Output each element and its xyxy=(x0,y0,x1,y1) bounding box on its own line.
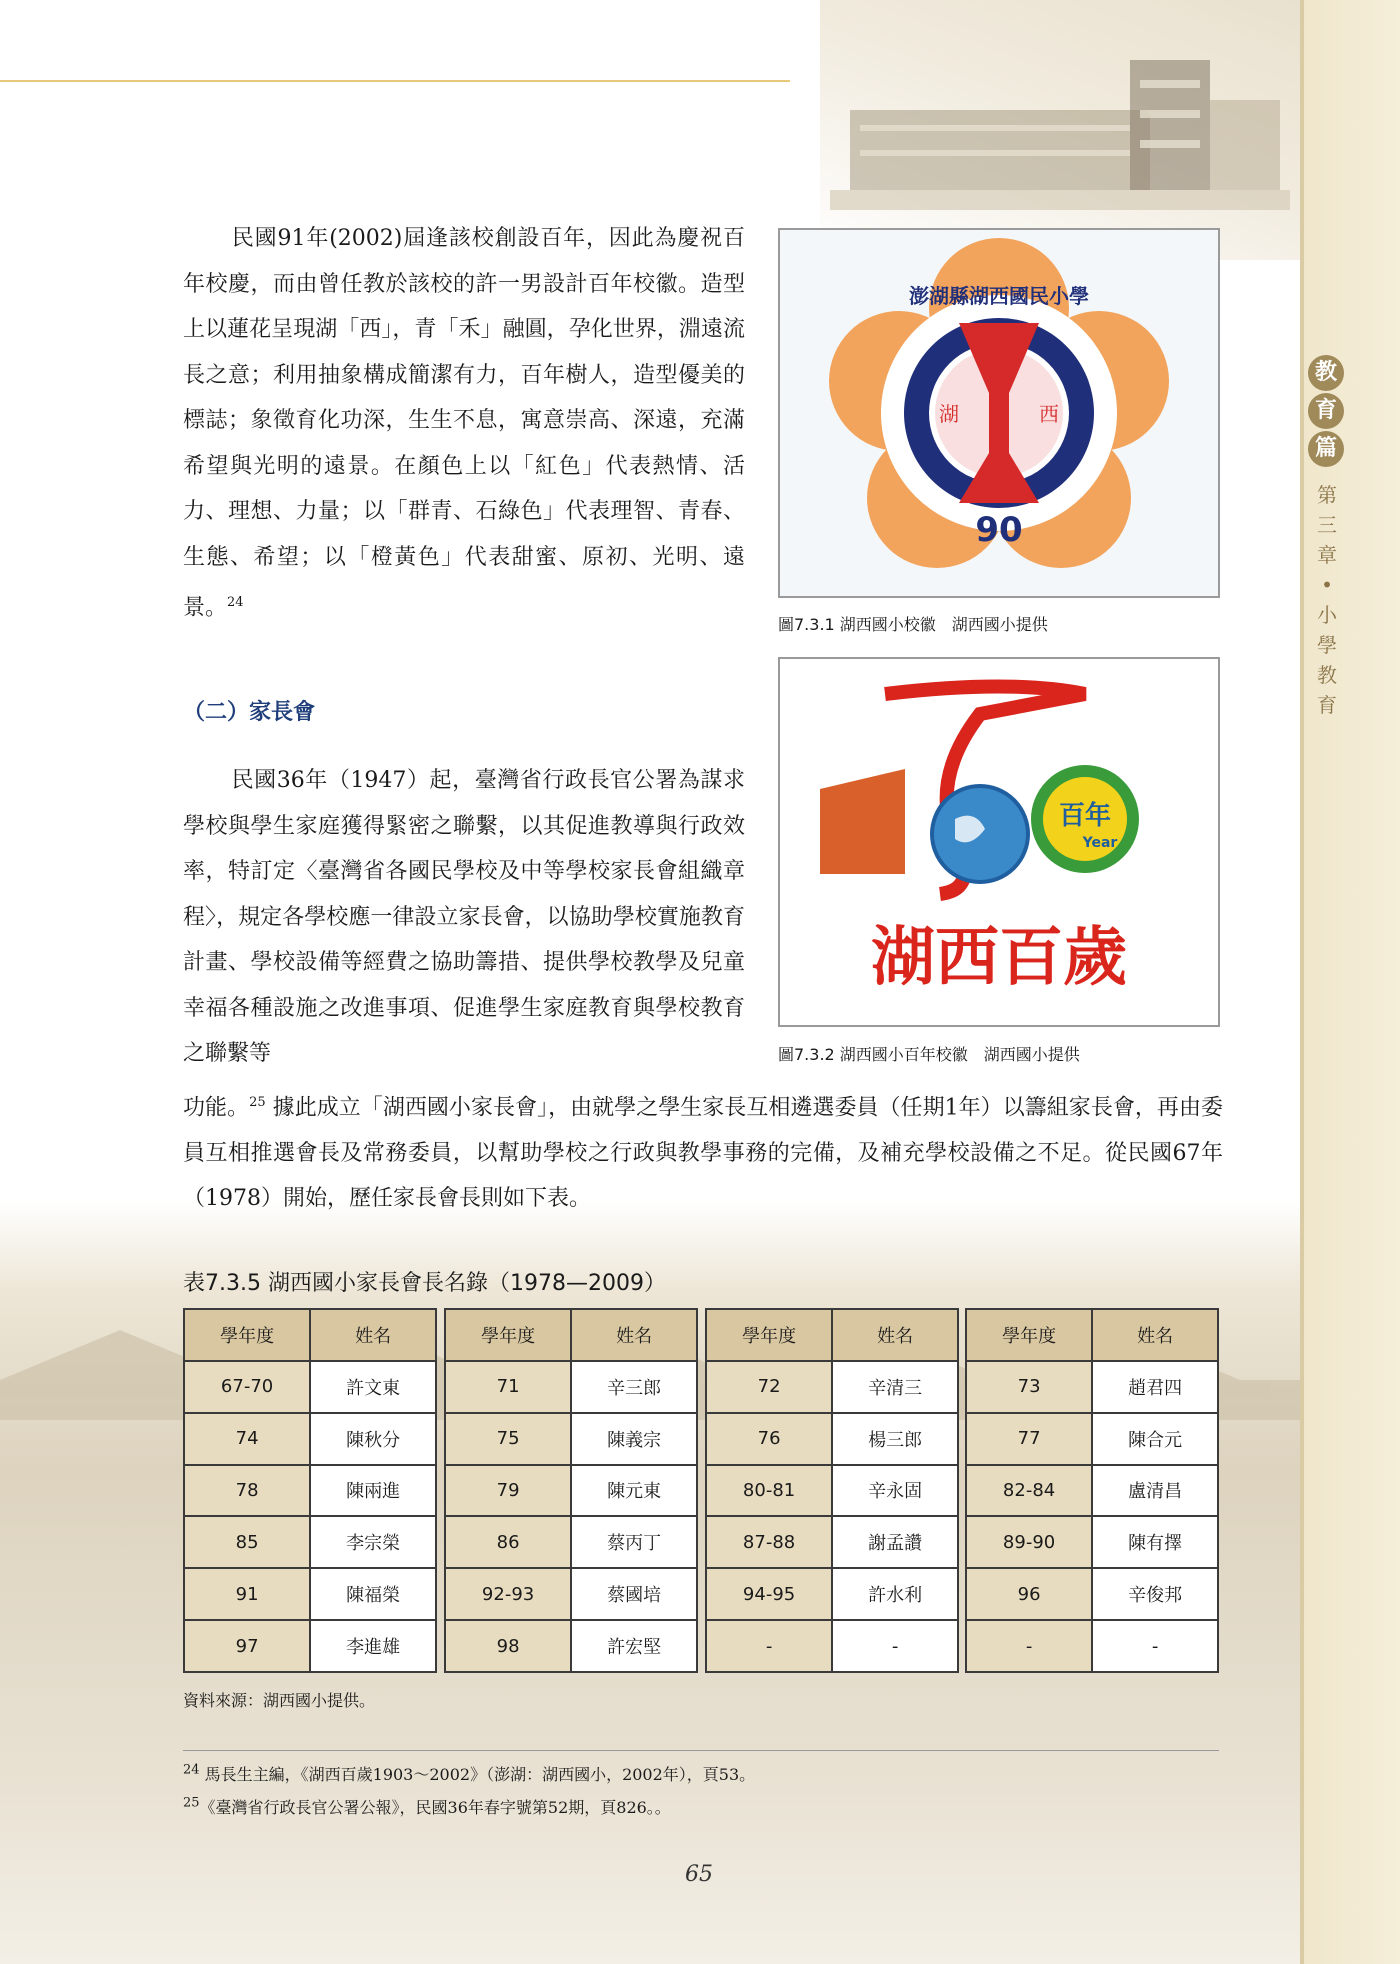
section-char: 育 xyxy=(1308,393,1344,429)
centennial-ring-label: 百年 xyxy=(1058,801,1112,831)
column-header: 姓名 xyxy=(832,1309,958,1361)
table-row: 92-93 蔡國培 xyxy=(445,1568,697,1620)
section-char: 篇 xyxy=(1308,431,1344,467)
table-row: 67-70 許文東 xyxy=(184,1361,436,1413)
table-row: 85 李宗榮 xyxy=(184,1516,436,1568)
column-header: 姓名 xyxy=(1092,1309,1218,1361)
paragraph-parents-association: 民國36年（1947）起，臺灣省行政長官公署為謀求學校與學生家庭獲得緊密之聯繫，以其促進教導與行政效率，特訂定〈臺灣省各國民學校及中等學校家長會組織章程〉，規定各學校應一律設立家長會，以協助學校實施教育計畫、學校設備等經費之協助籌措、提供學校教學及兒童幸福各種設施之改進事項、促進學生家庭教育與學校教育之聯繫等 xyxy=(183,768,745,1066)
table-row: 73 趙君四 xyxy=(966,1361,1218,1413)
figure-caption-1: 圖7.3.1 湖西國小校徽 湖西國小提供 xyxy=(778,615,1048,634)
school-emblem-image xyxy=(780,230,1218,596)
header-rule xyxy=(0,80,790,82)
section-label xyxy=(1308,355,1346,469)
figure-school-emblem xyxy=(778,228,1220,598)
table-row: 89-90 陳有擇 xyxy=(966,1516,1218,1568)
footnote-25: $^{25}$《臺灣省行政長官公署公報》，民國36年春字號第52期，頁826。。 xyxy=(183,1795,671,1817)
paragraph-school-emblem: 民國91年(2002)屆逢該校創設百年，因此為慶祝百年校慶，而由曾任教於該校的許一男設計百年校徽。造型上以蓮花呈現湖「西」，青「禾」融圓，孕化世界，淵遠流長之意；利用抽象構成簡潔有力，百年樹人，造型優美的標誌；象徵育化功深，生生不息，寓意崇高、深遠，充滿希望與光明的遠景。在顏色上以「紅色」代表熱情、活力、理想、力量；以「群青、石綠色」代表理智、青春、生態、希望；以「橙黃色」代表甜蜜、原初、光明、遠景。$^{24}$ xyxy=(183,226,745,621)
table-row: 77 陳合元 xyxy=(966,1413,1218,1465)
table-row: 97 李進雄 xyxy=(184,1620,436,1672)
table-row: 76 楊三郎 xyxy=(706,1413,958,1465)
table-group xyxy=(444,1308,698,1673)
column-header: 姓名 xyxy=(310,1309,436,1361)
footnote-ref-24: 24 xyxy=(227,595,244,610)
footnote-ref-25: 25 xyxy=(249,1095,266,1110)
table-group xyxy=(705,1308,959,1673)
parents-association-table xyxy=(183,1308,1219,1673)
table-title: 表7.3.5 湖西國小家長會長名錄（1978—2009） xyxy=(183,1271,666,1296)
footnote-rule xyxy=(183,1750,1219,1751)
paragraph-parents-association-continued: 功能。$^{25}$ 據此成立「湖西國小家長會」，由就學之學生家長互相遴選委員（任期1年）以籌組家長會，再由委員互相推選會長及常務委員，以幫助學校之行政與教學事務的完備，及補充學校設備之不足。從民國67年（1978）開始，歷任家長會長則如下表。 xyxy=(183,1095,1223,1212)
table-row: 87-88 謝孟讚 xyxy=(706,1516,958,1568)
table-row: 94-95 許水利 xyxy=(706,1568,958,1620)
figure-caption-2: 圖7.3.2 湖西國小百年校徽 湖西國小提供 xyxy=(778,1045,1080,1064)
centennial-emblem-image xyxy=(780,659,1218,1025)
side-band-edge xyxy=(1300,0,1304,1964)
table-row: 74 陳秋分 xyxy=(184,1413,436,1465)
figure-centennial-emblem xyxy=(778,657,1220,1027)
chapter-side-band xyxy=(1300,0,1400,1964)
table-row: 82-84 盧清昌 xyxy=(966,1465,1218,1517)
section-heading-parents-association: （二）家長會 xyxy=(183,700,316,725)
footnote-24: $^{24}$ 馬長生主編，《湖西百歲1903～2002》（澎湖：湖西國小，2002年），頁53。 xyxy=(183,1762,756,1784)
table-row: 75 陳義宗 xyxy=(445,1413,697,1465)
table-row: 72 辛清三 xyxy=(706,1361,958,1413)
table-group xyxy=(965,1308,1219,1673)
emblem-ring-text: 澎湖縣湖西國民小學 xyxy=(909,284,1089,308)
section-char: 教 xyxy=(1308,355,1344,391)
centennial-ring-sub: Year xyxy=(1082,835,1118,851)
column-header: 姓名 xyxy=(571,1309,697,1361)
table-row: 91 陳福榮 xyxy=(184,1568,436,1620)
column-header: 學年度 xyxy=(184,1309,310,1361)
table-row: 80-81 辛永固 xyxy=(706,1465,958,1517)
table-source: 資料來源：湖西國小提供。 xyxy=(183,1691,376,1710)
table-row: - - xyxy=(966,1620,1218,1672)
table-row: 98 許宏堅 xyxy=(445,1620,697,1672)
table-group xyxy=(183,1308,437,1673)
column-header: 學年度 xyxy=(706,1309,832,1361)
school-building-photo xyxy=(830,40,1290,210)
column-header: 學年度 xyxy=(966,1309,1092,1361)
page-number: 65 xyxy=(685,1862,713,1887)
table-row: 71 辛三郎 xyxy=(445,1361,697,1413)
emblem-right-char: 西 xyxy=(1039,402,1059,426)
table-row: 96 辛俊邦 xyxy=(966,1568,1218,1620)
centennial-slogan: 湖西百歲 xyxy=(871,920,1127,995)
table-row: - - xyxy=(706,1620,958,1672)
emblem-number: 90 xyxy=(975,510,1023,550)
table-row: 86 蔡丙丁 xyxy=(445,1516,697,1568)
table-row: 78 陳兩進 xyxy=(184,1465,436,1517)
table-row: 79 陳元東 xyxy=(445,1465,697,1517)
emblem-left-char: 湖 xyxy=(939,402,959,426)
chapter-label: 第三章 • 小學教育 xyxy=(1317,483,1337,717)
column-header: 學年度 xyxy=(445,1309,571,1361)
